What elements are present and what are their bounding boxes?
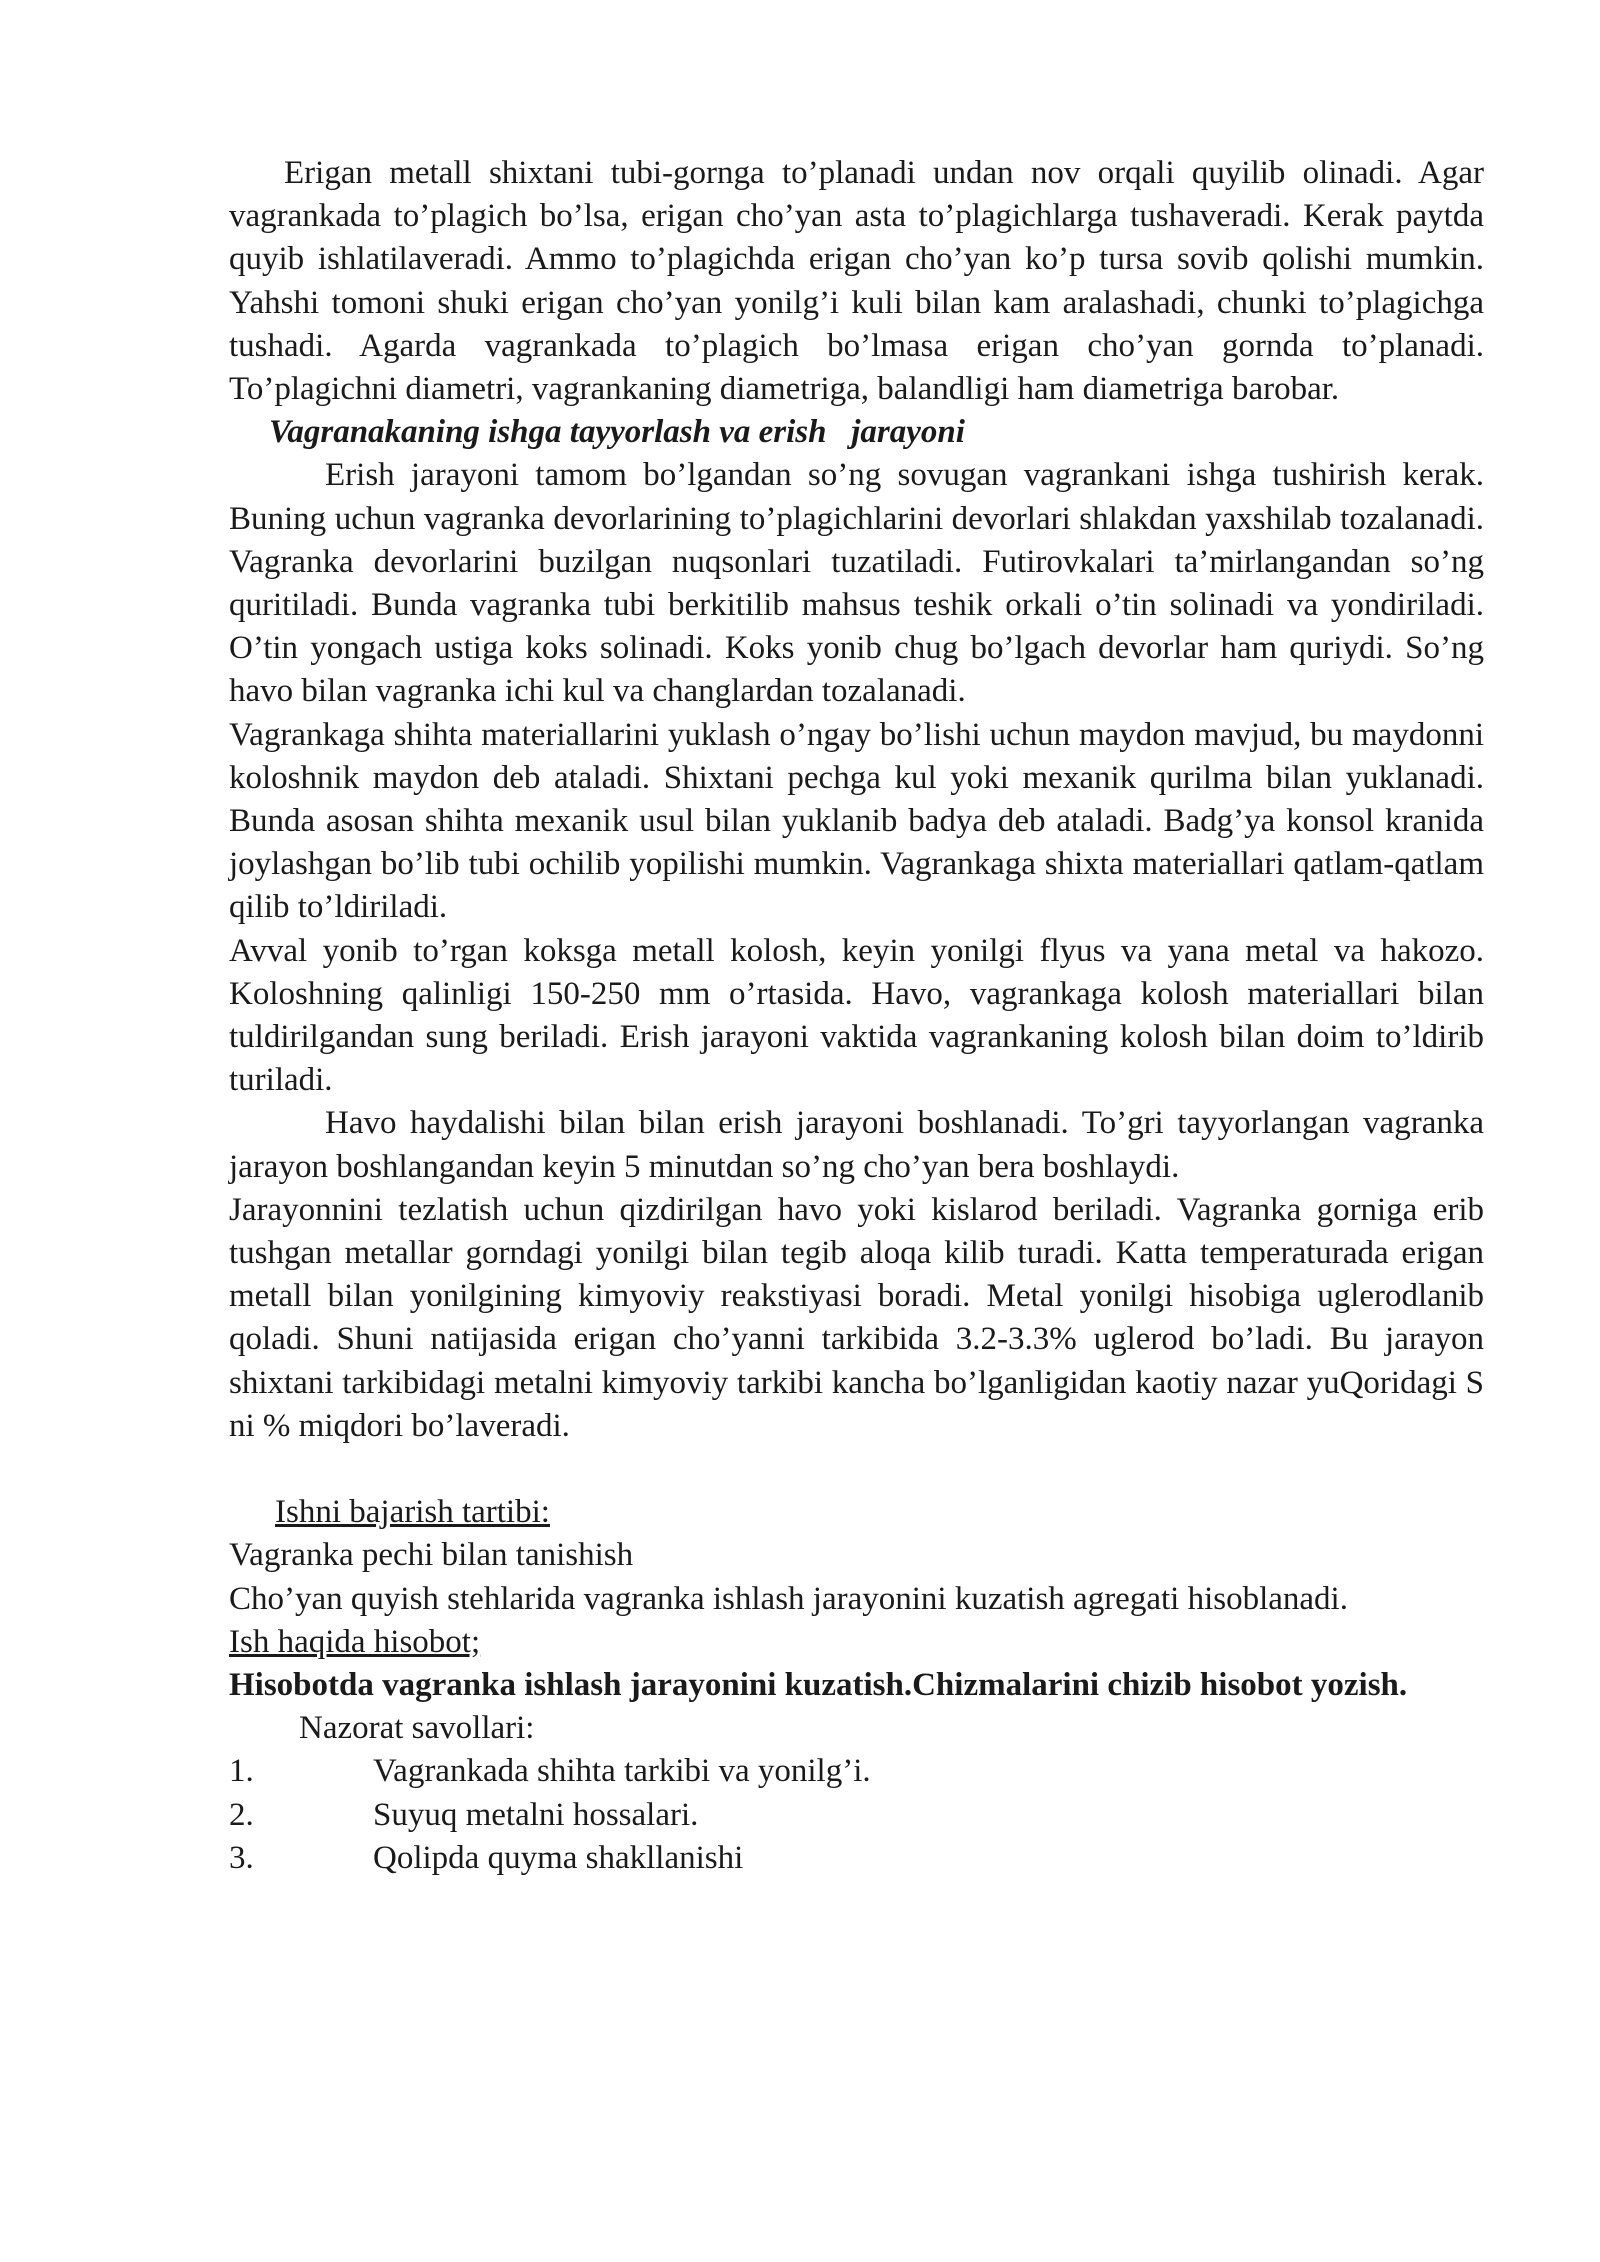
question-number: 1. — [229, 1753, 254, 1790]
work-order-title-text: Ishni bajarish tartibi: — [275, 1494, 550, 1531]
question-item — [229, 1794, 1484, 1837]
paragraph-kolosh: Avval yonib to’rgan koksga metall kolosh, keyin yonilgi flyus va yana metal va hakozo. Koloshning qalinligi 150-250 mm o’rtasida. Havo, vagrankaga kolosh materiallari bilan tuldirilgandan sung beriladi. Erish jarayoni vaktida vagrankaning kolosh bilan doim to’ldirib turiladi. — [229, 932, 1484, 1099]
questions-title: Nazorat savollari: — [299, 1710, 535, 1747]
report-title — [229, 1621, 1484, 1664]
paragraph-erish-jarayoni: Erish jarayoni tamom bo’lgandan so’ng sovugan vagrankani ishga tushirish kerak. Buning uchun vagranka devorlarining to’plagichlarini devorlari shlakdan yaxshilab tozalanadi. Vagranka devorlarini buzilgan nuqsonlari tuzatiladi. Futirovkalari ta’mirlangandan so’ng quritiladi. Bunda vagranka tubi berkitilib mahsus teshik orkali o’tin solinadi va yondiriladi. O’tin yongach ustiga koks solinadi. Koks yonib chug bo’lgach devorlar ham quriydi. So’ng havo bilan vagranka ichi kul va changlardan tozalanadi. — [229, 457, 1484, 710]
question-number: 2. — [229, 1796, 254, 1833]
work-step-2: Cho’yan quyish stehlarida vagranka ishlash jarayonini kuzatish agregati hisoblanadi. — [229, 1580, 1348, 1617]
question-item — [229, 1837, 1484, 1880]
paragraph-havo-haydalishi: Havo haydalishi bilan bilan erish jarayoni boshlanadi. To’gri tayyorlangan vagranka jarayon boshlangandan keyin 5 minutdan so’ng cho’yan bera boshlaydi. — [229, 1105, 1484, 1185]
question-number: 3. — [229, 1839, 254, 1876]
question-item — [229, 1750, 1484, 1793]
paragraph-jarayon-tezlatish: Jarayonnini tezlatish uchun qizdirilgan havo yoki kislarod beriladi. Vagranka gorniga erib tushgan metallar gorndagi yonilgi bilan tegib aloqa kilib turadi. Katta temperaturada erigan metall bilan yonilgining kimyoviy reakstiyasi boradi. Metal yonilgi hisobiga uglerodlanib qoladi. Shuni natijasida erigan cho’yanni tarkibida 3.2-3.3% uglerod bo’ladi. Bu jarayon shixtani tarkibidagi metalni kimyoviy tarkibi kancha bo’lganligidan kaotiy nazar yuQoridagi S ni % miqdori bo’laveradi. — [229, 1191, 1484, 1444]
paragraph-erigan-metall: Erigan metall shixtani tubi-gornga to’planadi undan nov orqali quyilib olinadi. Agar vagrankada to’plagich bo’lsa, erigan cho’yan asta to’plagichlarga tushaveradi. Kerak paytda quyib ishlatilaveradi. Ammo to’plagichda erigan cho’yan ko’p tursa sovib qolishi mumkin. Yahshi tomoni shuki erigan cho’yan yonilg’i kuli bilan kam aralashadi, chunki to’plagichga tushadi. Agarda vagrankada to’plagich bo’lmasa erigan cho’yan gornda to’planadi. To’plagichni diametri, vagrankaning diametriga, balandligi ham diametriga barobar. — [229, 155, 1484, 408]
spacer — [229, 1448, 1484, 1491]
document-body — [229, 152, 1484, 1880]
question-text: Vagrankada shihta tarkibi va yonilg’i. — [373, 1753, 871, 1790]
section-heading: Vagranakaning ishga tayyorlash va erish jarayoni — [269, 414, 965, 451]
question-text: Suyuq metalni hossalari. — [373, 1796, 699, 1833]
question-text: Qolipda quyma shakllanishi — [373, 1839, 744, 1876]
work-step-1: Vagranka pechi bilan tanishish — [229, 1537, 634, 1574]
work-order-title — [229, 1491, 1484, 1534]
paragraph-shihta-yuklash: Vagrankaga shihta materiallarini yuklash o’ngay bo’lishi uchun maydon mavjud, bu maydonni koloshnik maydon deb ataladi. Shixtani pechga kul yoki mexanik qurilma bilan yuklanadi. Bunda asosan shihta mexanik usul bilan yuklanib badya deb ataladi. Badg’ya konsol kranida joylashgan bo’lib tubi ochilib yopilishi mumkin. Vagrankaga shixta materiallari qatlam-qatlam qilib to’ldiriladi. — [229, 716, 1484, 926]
report-title-text: Ish haqida hisobot; — [229, 1623, 481, 1660]
report-text: Hisobotda vagranka ishlash jarayonini kuzatish.Chizmalarini chizib hisobot yozish. — [229, 1666, 1408, 1703]
